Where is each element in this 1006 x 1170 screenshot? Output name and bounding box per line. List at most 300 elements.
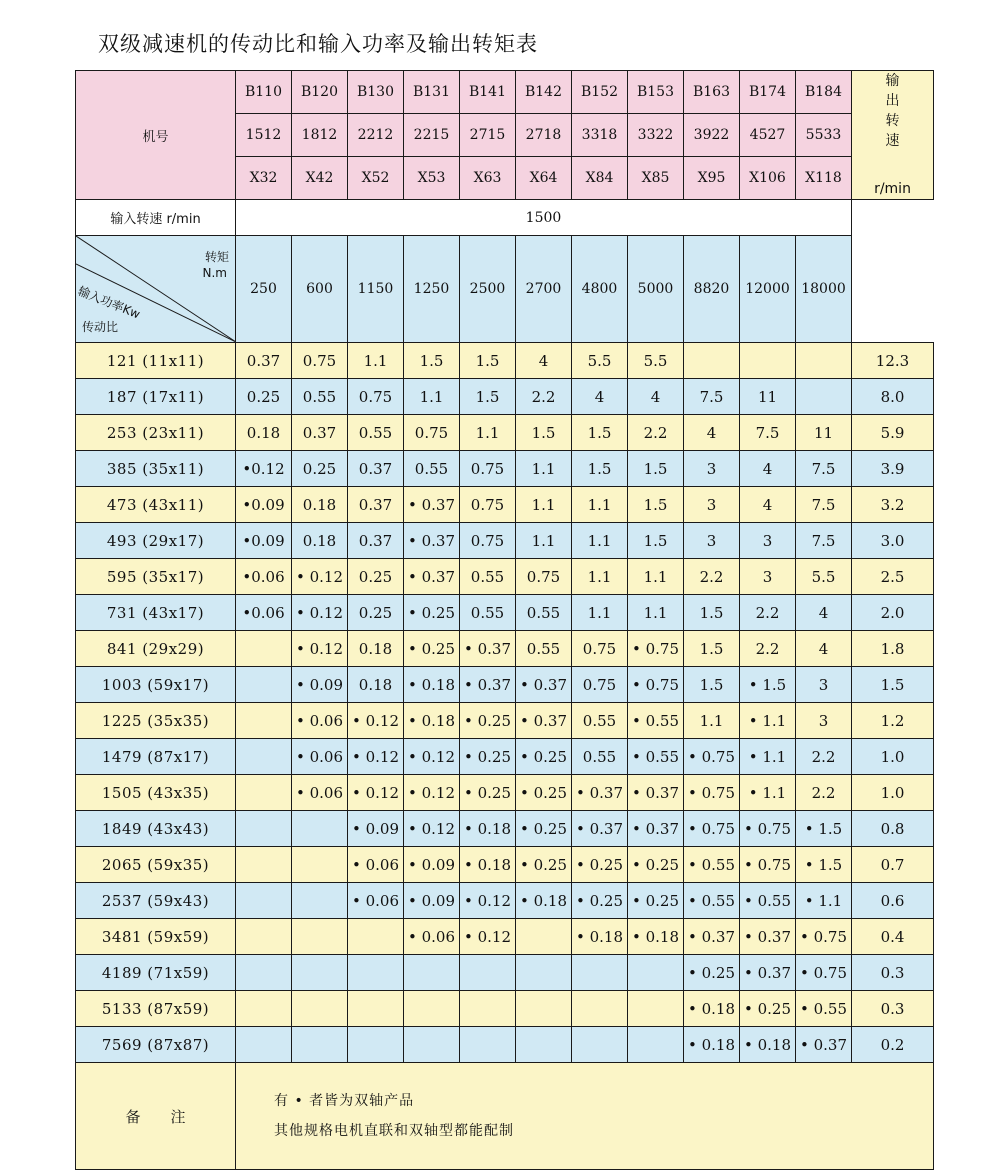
power-cell: 1.1 bbox=[460, 415, 516, 451]
power-cell: 4 bbox=[516, 343, 572, 379]
model-cell: X53 bbox=[404, 157, 460, 200]
power-cell: • 0.25 bbox=[460, 775, 516, 811]
power-cell: • 0.06 bbox=[348, 847, 404, 883]
model-cell: X118 bbox=[796, 157, 852, 200]
power-cell bbox=[796, 379, 852, 415]
table-row bbox=[76, 343, 934, 379]
power-cell: • 0.55 bbox=[796, 991, 852, 1027]
model-cell: X32 bbox=[236, 157, 292, 200]
power-cell: 2.2 bbox=[628, 415, 684, 451]
notes-line-1: 有 • 者皆为双轴产品 bbox=[274, 1093, 415, 1109]
power-cell: • 0.18 bbox=[628, 919, 684, 955]
power-cell: 1.5 bbox=[460, 343, 516, 379]
ratio-cell: 1849 (43x43) bbox=[76, 811, 236, 847]
power-cell bbox=[236, 1027, 292, 1063]
table-row bbox=[76, 595, 934, 631]
power-cell: • 0.25 bbox=[684, 955, 740, 991]
output-speed-cell: 3.0 bbox=[852, 523, 934, 559]
power-cell: • 0.18 bbox=[684, 991, 740, 1027]
power-cell bbox=[740, 343, 796, 379]
input-speed-label-cell bbox=[76, 200, 236, 236]
table-row bbox=[76, 451, 934, 487]
power-cell: 0.75 bbox=[460, 487, 516, 523]
power-cell: 1.1 bbox=[572, 595, 628, 631]
notes-line-2: 其他规格电机直联和双轴型都能配制 bbox=[274, 1123, 514, 1139]
output-speed-cell: 3.2 bbox=[852, 487, 934, 523]
diag-power-label: 输入功率Kw bbox=[76, 283, 143, 322]
power-cell: 11 bbox=[740, 379, 796, 415]
table-row bbox=[76, 523, 934, 559]
power-cell: • 0.75 bbox=[684, 775, 740, 811]
output-speed-cell: 1.8 bbox=[852, 631, 934, 667]
power-cell: • 0.12 bbox=[404, 811, 460, 847]
torque-cell: 1250 bbox=[404, 236, 460, 343]
torque-cell: 2500 bbox=[460, 236, 516, 343]
output-speed-cell: 0.2 bbox=[852, 1027, 934, 1063]
power-cell: 4 bbox=[740, 487, 796, 523]
power-cell: • 0.12 bbox=[292, 559, 348, 595]
power-cell: 1.5 bbox=[404, 343, 460, 379]
power-cell: 1.5 bbox=[628, 487, 684, 523]
power-cell: • 0.06 bbox=[292, 703, 348, 739]
ratio-cell: 731 (43x17) bbox=[76, 595, 236, 631]
power-cell: 0.55 bbox=[572, 703, 628, 739]
power-cell: • 0.37 bbox=[404, 559, 460, 595]
power-cell: 0.55 bbox=[460, 595, 516, 631]
power-cell: 1.1 bbox=[516, 487, 572, 523]
table-row bbox=[76, 415, 934, 451]
power-cell: • 0.37 bbox=[628, 811, 684, 847]
power-cell: 4 bbox=[684, 415, 740, 451]
power-cell: • 0.12 bbox=[348, 739, 404, 775]
table-row bbox=[76, 703, 934, 739]
model-cell: X64 bbox=[516, 157, 572, 200]
power-cell: • 0.09 bbox=[292, 667, 348, 703]
power-cell: 5.5 bbox=[628, 343, 684, 379]
model-cell: B130 bbox=[348, 71, 404, 114]
table-row bbox=[76, 631, 934, 667]
output-speed-cell: 0.3 bbox=[852, 991, 934, 1027]
model-cell: B163 bbox=[684, 71, 740, 114]
output-speed-cell: 3.9 bbox=[852, 451, 934, 487]
table-row bbox=[76, 1027, 934, 1063]
power-cell: • 0.06 bbox=[348, 883, 404, 919]
torque-cell: 18000 bbox=[796, 236, 852, 343]
model-cell: X84 bbox=[572, 157, 628, 200]
power-cell: 3 bbox=[684, 523, 740, 559]
power-cell: • 0.37 bbox=[516, 667, 572, 703]
power-cell: 5.5 bbox=[572, 343, 628, 379]
table-row bbox=[76, 775, 934, 811]
power-cell: 1.1 bbox=[348, 343, 404, 379]
torque-cell: 600 bbox=[292, 236, 348, 343]
power-cell: • 0.75 bbox=[796, 955, 852, 991]
power-cell: • 0.25 bbox=[404, 595, 460, 631]
output-speed-cell: 1.2 bbox=[852, 703, 934, 739]
power-cell: • 0.18 bbox=[404, 667, 460, 703]
ratio-cell: 2065 (59x35) bbox=[76, 847, 236, 883]
output-speed-cell: 8.0 bbox=[852, 379, 934, 415]
power-cell bbox=[460, 1027, 516, 1063]
torque-cell: 12000 bbox=[740, 236, 796, 343]
torque-cell: 250 bbox=[236, 236, 292, 343]
model-cell: B153 bbox=[628, 71, 684, 114]
power-cell: 0.18 bbox=[292, 487, 348, 523]
power-cell bbox=[516, 1027, 572, 1063]
power-cell: 1.1 bbox=[628, 559, 684, 595]
power-cell: • 0.18 bbox=[516, 883, 572, 919]
torque-cell: 1150 bbox=[348, 236, 404, 343]
power-cell: 3 bbox=[684, 451, 740, 487]
power-cell: 0.55 bbox=[516, 595, 572, 631]
power-cell bbox=[404, 1027, 460, 1063]
power-cell bbox=[236, 739, 292, 775]
ratio-cell: 4189 (71x59) bbox=[76, 955, 236, 991]
ratio-cell: 187 (17x11) bbox=[76, 379, 236, 415]
table-row bbox=[76, 739, 934, 775]
power-cell: • 0.37 bbox=[460, 667, 516, 703]
power-cell bbox=[348, 1027, 404, 1063]
model-cell: 2215 bbox=[404, 114, 460, 157]
table-row bbox=[76, 667, 934, 703]
power-cell: 0.37 bbox=[292, 415, 348, 451]
model-cell: X85 bbox=[628, 157, 684, 200]
notes-row bbox=[76, 1063, 934, 1170]
power-cell: • 1.1 bbox=[796, 883, 852, 919]
output-speed-cell: 0.7 bbox=[852, 847, 934, 883]
ratio-power-table bbox=[75, 70, 934, 1170]
torque-cell: 5000 bbox=[628, 236, 684, 343]
power-cell: • 1.5 bbox=[796, 847, 852, 883]
model-cell: 5533 bbox=[796, 114, 852, 157]
output-speed-cell: 5.9 bbox=[852, 415, 934, 451]
power-cell: • 1.5 bbox=[740, 667, 796, 703]
power-cell: • 0.75 bbox=[684, 739, 740, 775]
power-cell: • 0.12 bbox=[348, 775, 404, 811]
power-cell: • 0.25 bbox=[628, 847, 684, 883]
power-cell: 2.2 bbox=[740, 631, 796, 667]
model-cell: 3322 bbox=[628, 114, 684, 157]
power-cell: 3 bbox=[684, 487, 740, 523]
power-cell: 4 bbox=[740, 451, 796, 487]
power-cell: • 0.18 bbox=[404, 703, 460, 739]
power-cell: 2.2 bbox=[796, 775, 852, 811]
table-row bbox=[76, 811, 934, 847]
power-cell: 4 bbox=[628, 379, 684, 415]
model-cell: 3318 bbox=[572, 114, 628, 157]
output-speed-header bbox=[852, 71, 934, 200]
power-cell: 2.2 bbox=[796, 739, 852, 775]
power-cell: • 0.25 bbox=[460, 703, 516, 739]
power-cell bbox=[628, 955, 684, 991]
power-cell: • 0.06 bbox=[404, 919, 460, 955]
output-speed-cell: 1.5 bbox=[852, 667, 934, 703]
power-cell: 0.55 bbox=[516, 631, 572, 667]
power-cell bbox=[348, 919, 404, 955]
ratio-cell: 121 (11x11) bbox=[76, 343, 236, 379]
power-cell: 1.5 bbox=[460, 379, 516, 415]
page-title: 双级减速机的传动比和输入功率及输出转矩表 bbox=[98, 32, 538, 56]
power-cell: • 0.09 bbox=[348, 811, 404, 847]
power-cell bbox=[460, 991, 516, 1027]
power-cell bbox=[236, 811, 292, 847]
power-cell: 0.75 bbox=[516, 559, 572, 595]
power-cell: • 0.18 bbox=[460, 811, 516, 847]
power-cell bbox=[404, 955, 460, 991]
model-cell: B110 bbox=[236, 71, 292, 114]
output-speed-cell: 0.8 bbox=[852, 811, 934, 847]
output-speed-cell: 2.5 bbox=[852, 559, 934, 595]
power-cell: • 0.12 bbox=[404, 775, 460, 811]
power-cell bbox=[516, 919, 572, 955]
power-cell: • 1.1 bbox=[740, 739, 796, 775]
power-cell: 1.1 bbox=[404, 379, 460, 415]
power-cell: • 0.37 bbox=[572, 775, 628, 811]
power-cell: 4 bbox=[572, 379, 628, 415]
power-cell bbox=[236, 991, 292, 1027]
power-cell: • 0.18 bbox=[572, 919, 628, 955]
power-cell: 0.37 bbox=[236, 343, 292, 379]
power-cell: 0.18 bbox=[348, 667, 404, 703]
power-cell: • 0.75 bbox=[628, 631, 684, 667]
power-cell: • 0.55 bbox=[628, 703, 684, 739]
model-cell: B142 bbox=[516, 71, 572, 114]
power-cell: • 0.18 bbox=[684, 1027, 740, 1063]
ratio-cell: 3481 (59x59) bbox=[76, 919, 236, 955]
power-cell bbox=[236, 919, 292, 955]
torque-cell: 4800 bbox=[572, 236, 628, 343]
power-cell: 7.5 bbox=[796, 451, 852, 487]
power-cell: •0.09 bbox=[236, 523, 292, 559]
ratio-cell: 1003 (59x17) bbox=[76, 667, 236, 703]
power-cell: 7.5 bbox=[740, 415, 796, 451]
power-cell: 0.75 bbox=[572, 631, 628, 667]
power-cell: • 0.06 bbox=[292, 775, 348, 811]
power-cell: • 0.37 bbox=[572, 811, 628, 847]
table-row bbox=[76, 847, 934, 883]
ratio-cell: 493 (29x17) bbox=[76, 523, 236, 559]
output-speed-cell: 1.0 bbox=[852, 775, 934, 811]
power-cell bbox=[628, 1027, 684, 1063]
ratio-cell: 1505 (43x35) bbox=[76, 775, 236, 811]
power-cell bbox=[292, 811, 348, 847]
power-cell bbox=[796, 343, 852, 379]
power-cell bbox=[572, 955, 628, 991]
power-cell bbox=[348, 991, 404, 1027]
model-cell: 1512 bbox=[236, 114, 292, 157]
power-cell: • 0.18 bbox=[740, 1027, 796, 1063]
power-cell: 1.5 bbox=[572, 415, 628, 451]
power-cell: 0.18 bbox=[292, 523, 348, 559]
power-cell: 0.37 bbox=[348, 523, 404, 559]
ratio-cell: 841 (29x29) bbox=[76, 631, 236, 667]
diag-torque-unit: N.m bbox=[202, 266, 227, 280]
power-cell bbox=[516, 991, 572, 1027]
ratio-cell: 5133 (87x59) bbox=[76, 991, 236, 1027]
ratio-cell: 2537 (59x43) bbox=[76, 883, 236, 919]
ratio-cell: 253 (23x11) bbox=[76, 415, 236, 451]
output-speed-cell: 12.3 bbox=[852, 343, 934, 379]
model-cell: B120 bbox=[292, 71, 348, 114]
power-cell: 7.5 bbox=[796, 523, 852, 559]
input-speed-label: 输入转速 r/min bbox=[110, 212, 201, 227]
input-speed-value: 1500 bbox=[525, 209, 562, 226]
power-cell: • 0.25 bbox=[516, 739, 572, 775]
model-label-cell bbox=[76, 71, 236, 200]
power-cell: 1.1 bbox=[572, 523, 628, 559]
ratio-cell: 1225 (35x35) bbox=[76, 703, 236, 739]
table-row bbox=[76, 379, 934, 415]
power-cell: 0.55 bbox=[460, 559, 516, 595]
ratio-cell: 385 (35x11) bbox=[76, 451, 236, 487]
notes-label: 备 注 bbox=[76, 1063, 236, 1170]
power-cell: • 0.55 bbox=[628, 739, 684, 775]
model-cell: 1812 bbox=[292, 114, 348, 157]
power-cell: 0.55 bbox=[292, 379, 348, 415]
power-cell: 0.75 bbox=[460, 523, 516, 559]
power-cell: 0.75 bbox=[572, 667, 628, 703]
power-cell: 1.1 bbox=[684, 703, 740, 739]
power-cell: • 0.06 bbox=[292, 739, 348, 775]
power-cell: 1.5 bbox=[628, 451, 684, 487]
power-cell: 1.5 bbox=[684, 631, 740, 667]
power-cell: 4 bbox=[796, 595, 852, 631]
power-cell: • 0.75 bbox=[740, 847, 796, 883]
power-cell: • 0.25 bbox=[628, 883, 684, 919]
power-cell: • 0.25 bbox=[572, 883, 628, 919]
power-cell bbox=[236, 847, 292, 883]
power-cell bbox=[236, 775, 292, 811]
power-cell bbox=[516, 955, 572, 991]
power-cell bbox=[572, 1027, 628, 1063]
power-cell: • 0.25 bbox=[516, 847, 572, 883]
model-cell: B131 bbox=[404, 71, 460, 114]
power-cell: 0.55 bbox=[404, 451, 460, 487]
power-cell: 2.2 bbox=[684, 559, 740, 595]
power-cell: 0.25 bbox=[348, 595, 404, 631]
power-cell: 3 bbox=[740, 523, 796, 559]
power-cell: 1.5 bbox=[684, 595, 740, 631]
table-row bbox=[76, 559, 934, 595]
power-cell: 7.5 bbox=[684, 379, 740, 415]
power-cell bbox=[628, 991, 684, 1027]
power-cell: •0.12 bbox=[236, 451, 292, 487]
power-cell: 0.75 bbox=[460, 451, 516, 487]
model-cell: 2718 bbox=[516, 114, 572, 157]
notes-text-cell bbox=[236, 1063, 934, 1170]
power-cell: • 0.55 bbox=[684, 847, 740, 883]
ratio-cell: 595 (35x17) bbox=[76, 559, 236, 595]
power-cell: 4 bbox=[796, 631, 852, 667]
output-speed-cell: 0.6 bbox=[852, 883, 934, 919]
power-cell: • 0.09 bbox=[404, 883, 460, 919]
power-cell: • 0.37 bbox=[740, 919, 796, 955]
power-cell: 0.75 bbox=[292, 343, 348, 379]
power-cell: • 0.25 bbox=[572, 847, 628, 883]
power-cell bbox=[292, 1027, 348, 1063]
model-cell: X42 bbox=[292, 157, 348, 200]
power-cell: • 0.25 bbox=[516, 775, 572, 811]
model-cell: X52 bbox=[348, 157, 404, 200]
power-cell: 7.5 bbox=[796, 487, 852, 523]
power-cell: 2.2 bbox=[740, 595, 796, 631]
power-cell: 0.75 bbox=[348, 379, 404, 415]
power-cell: 1.5 bbox=[516, 415, 572, 451]
power-cell: 2.2 bbox=[516, 379, 572, 415]
model-cell: 3922 bbox=[684, 114, 740, 157]
output-speed-cell: 1.0 bbox=[852, 739, 934, 775]
ratio-cell: 473 (43x11) bbox=[76, 487, 236, 523]
power-cell: 0.55 bbox=[572, 739, 628, 775]
output-speed-unit: r/min bbox=[874, 181, 911, 197]
model-cell: B152 bbox=[572, 71, 628, 114]
power-cell: 1.5 bbox=[628, 523, 684, 559]
power-cell: • 1.1 bbox=[740, 775, 796, 811]
model-cell: X63 bbox=[460, 157, 516, 200]
model-cell: B184 bbox=[796, 71, 852, 114]
power-cell: 0.37 bbox=[348, 487, 404, 523]
power-cell: • 0.12 bbox=[460, 883, 516, 919]
power-cell: • 0.37 bbox=[404, 523, 460, 559]
power-cell: 0.25 bbox=[292, 451, 348, 487]
power-cell: • 0.18 bbox=[460, 847, 516, 883]
power-cell: 1.1 bbox=[516, 523, 572, 559]
table-row bbox=[76, 919, 934, 955]
ratio-cell: 1479 (87x17) bbox=[76, 739, 236, 775]
output-speed-cell: 2.0 bbox=[852, 595, 934, 631]
power-cell: 1.1 bbox=[572, 559, 628, 595]
power-cell: • 0.25 bbox=[516, 811, 572, 847]
power-cell: 11 bbox=[796, 415, 852, 451]
output-speed-label: 输 出 转 速 bbox=[885, 73, 900, 149]
table-row bbox=[76, 991, 934, 1027]
model-label: 机号 bbox=[142, 129, 169, 145]
power-cell: 0.18 bbox=[348, 631, 404, 667]
power-cell: 1.1 bbox=[572, 487, 628, 523]
power-cell bbox=[684, 343, 740, 379]
power-cell: 1.5 bbox=[572, 451, 628, 487]
table-row bbox=[76, 955, 934, 991]
power-cell: • 0.12 bbox=[292, 595, 348, 631]
power-cell bbox=[572, 991, 628, 1027]
power-cell bbox=[292, 883, 348, 919]
power-cell: • 0.25 bbox=[404, 631, 460, 667]
power-cell bbox=[460, 955, 516, 991]
table-row bbox=[76, 883, 934, 919]
power-cell: • 0.37 bbox=[628, 775, 684, 811]
diagonal-header-cell bbox=[76, 236, 236, 343]
power-cell: 3 bbox=[796, 667, 852, 703]
power-cell: • 0.37 bbox=[796, 1027, 852, 1063]
model-cell: X95 bbox=[684, 157, 740, 200]
output-speed-cell: 0.3 bbox=[852, 955, 934, 991]
power-cell: • 0.25 bbox=[460, 739, 516, 775]
power-cell: • 0.37 bbox=[460, 631, 516, 667]
power-cell: 1.1 bbox=[516, 451, 572, 487]
power-cell bbox=[236, 703, 292, 739]
power-cell: • 0.37 bbox=[740, 955, 796, 991]
power-cell: • 0.12 bbox=[460, 919, 516, 955]
table-row bbox=[76, 487, 934, 523]
power-cell: • 0.09 bbox=[404, 847, 460, 883]
model-cell: 2715 bbox=[460, 114, 516, 157]
power-cell: 0.55 bbox=[348, 415, 404, 451]
power-cell: •0.06 bbox=[236, 595, 292, 631]
power-cell: 5.5 bbox=[796, 559, 852, 595]
power-cell bbox=[292, 919, 348, 955]
power-cell: • 1.5 bbox=[796, 811, 852, 847]
power-cell bbox=[404, 991, 460, 1027]
